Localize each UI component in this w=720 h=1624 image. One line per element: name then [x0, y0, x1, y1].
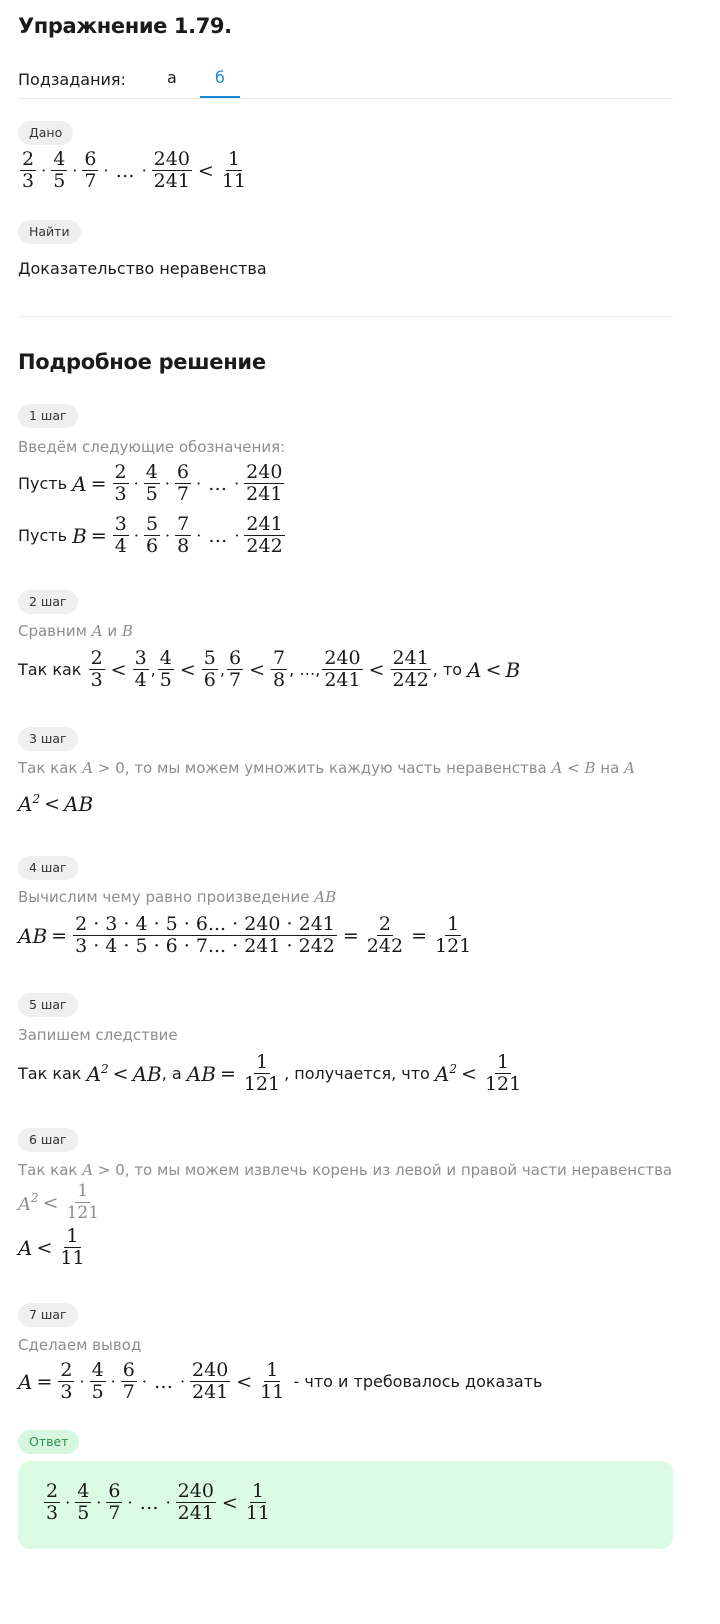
step-6-intro-since: Так как: [18, 1161, 78, 1179]
step-1-let-b: Пусть B = $\frac{3}{4}$ · $\frac{5}{6}$ · $\frac{7}{8}$ · … · $\frac{241}{242}$: [18, 513, 283, 557]
tab-a[interactable]: а: [167, 68, 177, 87]
step-3-badge: 3 шаг: [18, 727, 78, 751]
find-badge: Найти: [18, 220, 81, 244]
step-5-since: Так как: [18, 1064, 82, 1083]
step-7-conclusion-text: - что и требовалось доказать: [293, 1372, 543, 1391]
step-4-numerator: 2 · 3 · 4 · 5 · 6... · 240 · 241: [75, 913, 335, 935]
step-5-badge: 5 шаг: [18, 993, 78, 1017]
step-1-let-a-prefix: Пусть: [18, 474, 68, 493]
step-6-inequality: $A^2$ < $\frac{1}{121}$: [18, 1181, 100, 1223]
answer-expression: $\frac{2}{3}$ · $\frac{4}{5}$ · $\frac{6}{7}$ · … · $\frac{240}{241}$ < $\frac{1}{11}$: [46, 1480, 271, 1524]
step-2-since: Так как: [18, 660, 82, 679]
step-3-intro-mid: , то мы можем умножить каждую часть неравенства: [124, 759, 547, 777]
step-1-badge: 1 шаг: [18, 404, 78, 428]
step-6-badge: 6 шаг: [18, 1128, 78, 1152]
find-text: Доказательство неравенства: [18, 259, 267, 278]
step-7-badge: 7 шаг: [18, 1303, 78, 1327]
step-7-intro: Сделаем вывод: [18, 1336, 142, 1354]
step-6-intro: Так как A > 0 , то мы можем извлечь корень из левой и правой части неравенства: [18, 1161, 673, 1179]
step-1-let-b-prefix: Пусть: [18, 526, 68, 545]
page-title: Упражнение 1.79.: [18, 14, 232, 38]
step-6-result: A < $\frac{1}{11}$: [18, 1225, 85, 1269]
step-4-calculation: AB = $\frac{2 \cdot 3 \cdot 4 \cdot 5 \cdot 6... \cdot 240 \cdot 241}{3 \cdot 4 \cdot 5 \cdot 6 \cdot 7... \cdot 241 \cdot 242}$ = $\frac{2}{242}$ = $\frac{1}{121}$: [18, 913, 472, 957]
step-5-intro: Запишем следствие: [18, 1026, 178, 1044]
step-3-intro-on: на: [600, 759, 620, 777]
step-4-intro-text: Вычислим чему равно произведение: [18, 888, 310, 906]
step-5-result: Так как $A^2$ < AB , а AB = $\frac{1}{121}$ , получается, что $A^2$ < $\frac{1}{121}$: [18, 1051, 522, 1095]
step-6-intro-rest: , то мы можем извлечь корень из левой и правой части неравенства: [124, 1161, 673, 1179]
step-1-let-a: Пусть A = $\frac{2}{3}$ · $\frac{4}{5}$ · $\frac{6}{7}$ · … · $\frac{240}{241}$: [18, 461, 283, 505]
step-5-and: , а: [161, 1064, 182, 1083]
given-expression: $\frac{2}{3}$ · $\frac{4}{5}$ · $\frac{6}{7}$ · … · $\frac{240}{241}$ < $\frac{1}{11}$: [22, 148, 247, 192]
step-7-conclusion: A = $\frac{2}{3}$ · $\frac{4}{5}$ · $\frac{6}{7}$ · … · $\frac{240}{241}$ < $\frac{1}{11}$ - что и требовалось доказать: [18, 1359, 543, 1403]
given-badge: Дано: [18, 121, 73, 145]
divider: [18, 316, 673, 317]
subtasks-bar: [18, 60, 673, 99]
step-2-intro: Сравним A и B: [18, 622, 133, 640]
step-1-intro: Введём следующие обозначения:: [18, 438, 286, 456]
subtasks-label: Подзадания:: [18, 69, 126, 89]
step-4-badge: 4 шаг: [18, 856, 78, 880]
step-2-intro-text: Сравним: [18, 622, 87, 640]
step-4-denominator: 3 · 4 · 5 · 6 · 7... · 241 · 242: [75, 935, 335, 957]
step-2-comparison: Так как $\frac{2}{3}$ < $\frac{3}{4}$ , $\frac{4}{5}$ < $\frac{5}{6}$ , $\frac{6}{7}$ < $\frac{7}{8}$ , …, $\frac{240}{241}$ < $\frac{241}{242}$ , то A < B: [18, 647, 521, 691]
step-3-result: $A^2$ < AB: [18, 792, 94, 816]
step-2-badge: 2 шаг: [18, 590, 78, 614]
step-3-intro-since: Так как: [18, 759, 78, 777]
step-3-intro: Так как A > 0 , то мы можем умножить каждую часть неравенства A < B на A: [18, 759, 635, 777]
step-2-intro-and: и: [107, 622, 118, 640]
answer-badge: Ответ: [18, 1430, 79, 1454]
step-4-intro: Вычислим чему равно произведение AB: [18, 888, 337, 906]
tab-b[interactable]: б: [200, 60, 240, 98]
solution-title: Подробное решение: [18, 350, 266, 374]
step-2-then: , то: [432, 660, 463, 679]
step-5-result-text: , получается, что: [284, 1064, 430, 1083]
